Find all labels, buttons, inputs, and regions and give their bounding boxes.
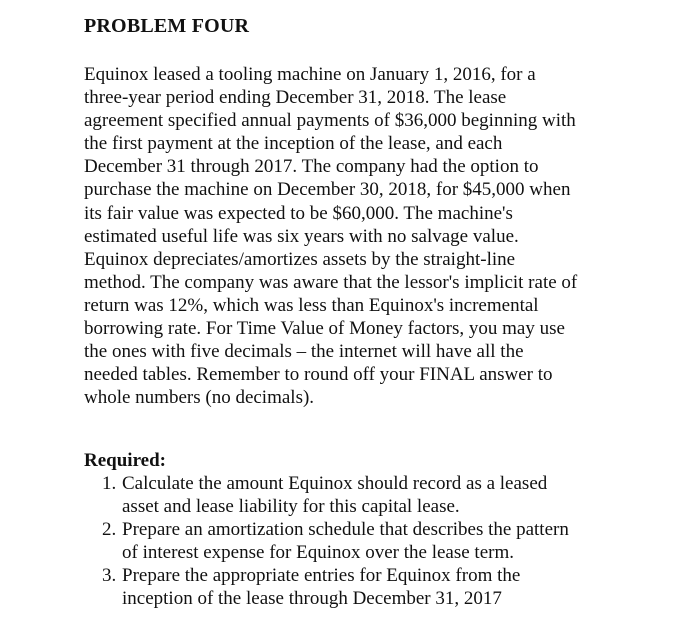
required-item-number: 2. <box>102 519 117 541</box>
required-item-line: of interest expense for Equinox over the lease term. <box>122 542 514 564</box>
required-item-1 <box>84 472 644 518</box>
required-item-2 <box>84 518 644 564</box>
required-item-line: Prepare an amortization schedule that describes the pattern <box>122 519 569 541</box>
paragraph-line: Equinox leased a tooling machine on January 1, 2016, for a <box>84 64 536 85</box>
paragraph-line: purchase the machine on December 30, 2018, for $45,000 when <box>84 179 571 201</box>
required-item-line: Prepare the appropriate entries for Equinox from the <box>122 565 521 587</box>
required-item-number: 1. <box>102 473 117 494</box>
paragraph-line: return was 12%, which was less than Equinox's incremental <box>84 294 539 316</box>
required-heading: Required: <box>84 450 166 471</box>
paragraph-line: three-year period ending December 31, 2018. The lease <box>84 87 507 109</box>
required-item-3 <box>84 564 644 610</box>
paragraph-line: borrowing rate. For Time Value of Money factors, you may use <box>84 318 565 340</box>
paragraph-line: whole numbers (no decimals). <box>84 387 315 409</box>
required-list <box>84 472 644 611</box>
paragraph-line: needed tables. Remember to round off your FINAL answer to <box>84 364 553 386</box>
paragraph-line: December 31 through 2017. The company had the option to <box>84 156 539 178</box>
paragraph-line: agreement specified annual payments of $36,000 beginning with <box>84 110 576 132</box>
required-item-line: asset and lease liability for this capital lease. <box>122 496 460 518</box>
problem-title: PROBLEM FOUR <box>84 15 250 37</box>
paragraph-line: method. The company was aware that the lessor's implicit rate of <box>84 271 578 293</box>
required-item-line: Calculate the amount Equinox should record as a leased <box>122 473 548 494</box>
problem-paragraph <box>84 63 644 409</box>
required-item-line: inception of the lease through December 31, 2017 <box>122 588 502 610</box>
paragraph-line: estimated useful life was six years with no salvage value. <box>84 225 519 247</box>
paragraph-line: its fair value was expected to be $60,000. The machine's <box>84 202 513 224</box>
required-item-number: 3. <box>102 565 117 587</box>
paragraph-line: Equinox depreciates/amortizes assets by the straight-line <box>84 248 516 270</box>
paragraph-line: the first payment at the inception of the lease, and each <box>84 133 503 155</box>
paragraph-line: the ones with five decimals – the internet will have all the <box>84 341 524 363</box>
